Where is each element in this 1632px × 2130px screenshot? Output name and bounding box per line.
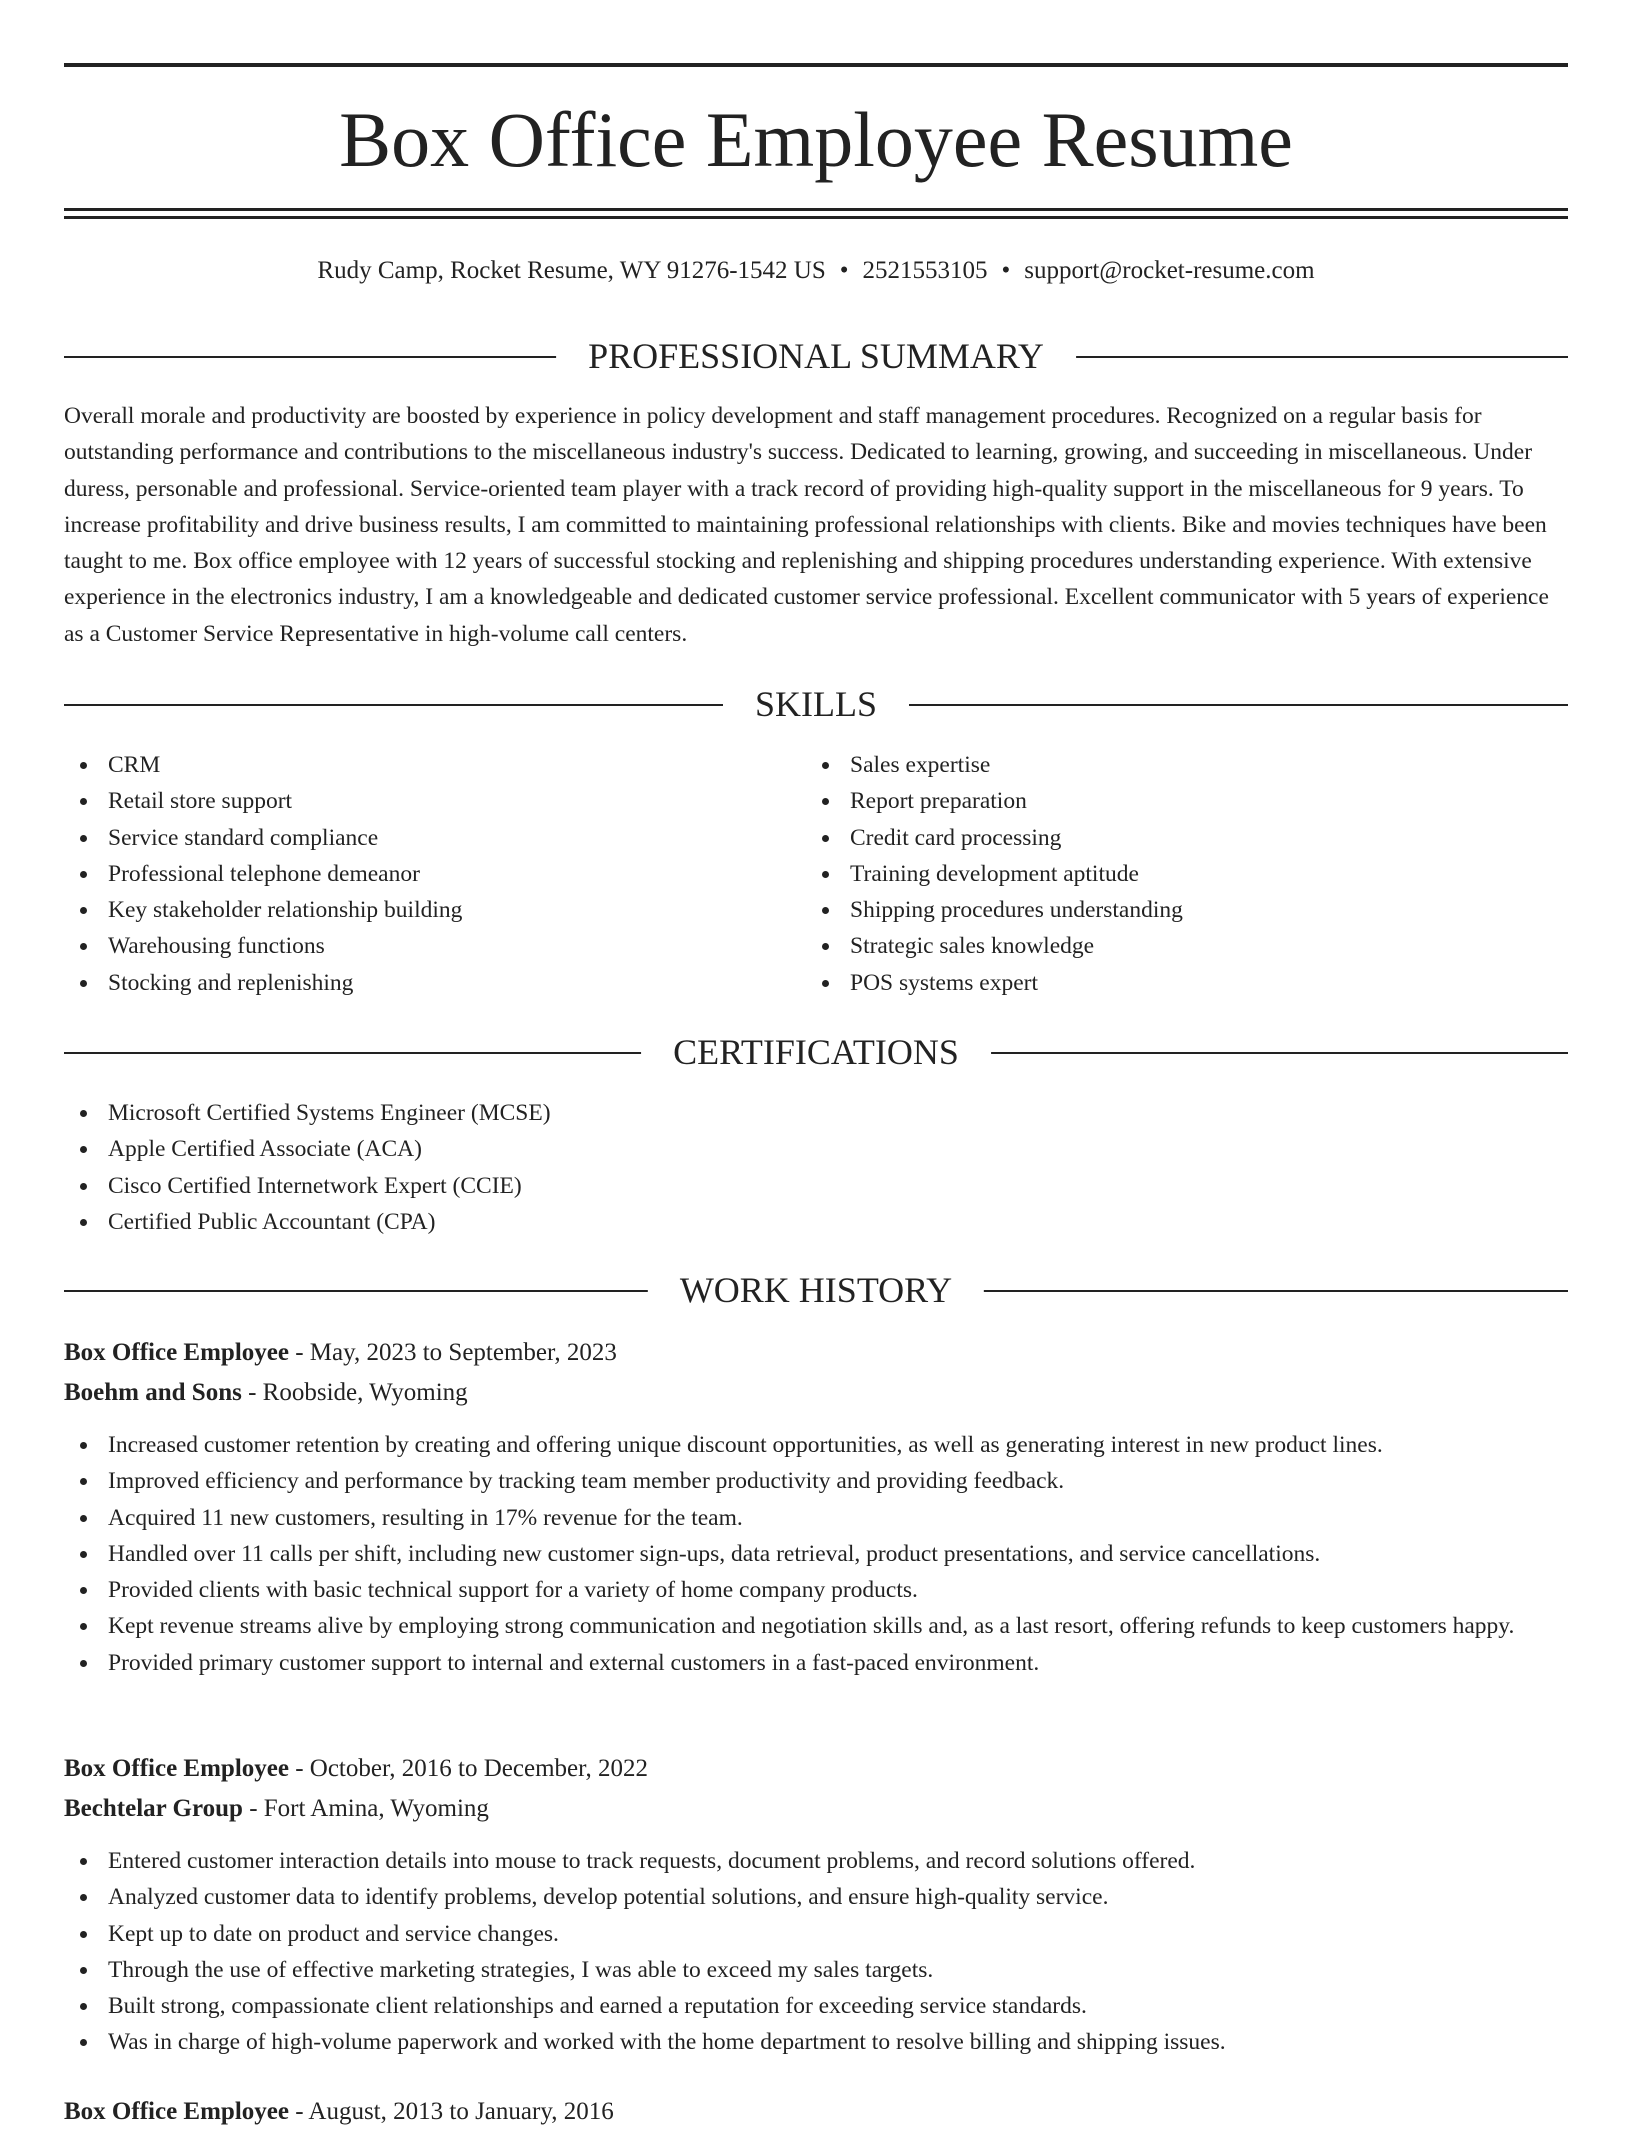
skill-item: Warehousing functions (64, 928, 764, 964)
job-duties-list (64, 1843, 1568, 2061)
certification-item: Apple Certified Associate (ACA) (64, 1131, 1568, 1167)
job-title: Box Office Employee (64, 2098, 289, 2125)
certifications-list (64, 1095, 1568, 1240)
summary-text: Overall morale and productivity are boosted by experience in policy development and staff management procedures. Recognized on a regular basis for outstanding performance and contributions to the miscellaneous industry's success. Dedicated to learning, growing, and succeeding in miscellaneous. Under duress, personable and professional. Service-oriented team player with a track record of providing high-quality support in the miscellaneous for 9 years. To increase profitability and drive business results, I am committed to maintaining professional relationships with clients. Bike and movies techniques have been taught to me. Box office employee with 12 years of successful stocking and replenishing and shipping procedures understanding experience. With extensive experience in the electronics industry, I am a knowledgeable and dedicated customer service professional. Excellent communicator with 5 years of experience as a Customer Service Representative in high-volume call centers. (64, 403, 1549, 647)
contact-phone: 2521553105 (862, 257, 988, 284)
job-company: Bechtelar Group (64, 1795, 243, 1822)
job-company-line (64, 1375, 1568, 1411)
contact-separator: • (1001, 257, 1011, 284)
job-title: Box Office Employee (64, 1339, 289, 1366)
section-title: WORK HISTORY (648, 1265, 984, 1315)
job-title-line (64, 1335, 1568, 1371)
job-dates: - May, 2023 to September, 2023 (288, 1339, 617, 1366)
section-title: CERTIFICATIONS (641, 1027, 991, 1077)
contact-separator: • (839, 257, 849, 284)
job-duty-item: Acquired 11 new customers, resulting in 17% revenue for the team. (64, 1500, 1568, 1536)
job-duty-item: Analyzed customer data to identify problems, develop potential solutions, and ensure high-quality service. (64, 1879, 1568, 1915)
section-title: PROFESSIONAL SUMMARY (556, 331, 1076, 381)
job-duty-item: Built strong, compassionate client relationships and earned a reputation for exceeding service standards. (64, 1988, 1568, 2024)
job-dates: - August, 2013 to January, 2016 (288, 2098, 614, 2125)
section-heading-work-history (64, 1265, 1568, 1315)
certification-item: Cisco Certified Internetwork Expert (CCIE) (64, 1168, 1568, 1204)
job-dates: - October, 2016 to December, 2022 (288, 1755, 648, 1782)
skill-item: Key stakeholder relationship building (64, 892, 764, 928)
section-title: SKILLS (723, 679, 909, 729)
skills-list-left (64, 747, 764, 1001)
job-company-line (64, 1791, 1568, 1827)
job-duty-item: Kept up to date on product and service changes. (64, 1916, 1568, 1952)
certification-item: Certified Public Accountant (CPA) (64, 1204, 1568, 1240)
job-location: - Roobside, Wyoming (241, 1379, 468, 1406)
contact-email: support@rocket-resume.com (1024, 257, 1315, 284)
job-duty-item: Handled over 11 calls per shift, including new customer sign-ups, data retrieval, product presentations, and service cancellations. (64, 1536, 1568, 1572)
job-duty-item: Provided clients with basic technical support for a variety of home company products. (64, 1572, 1568, 1608)
skill-item: Credit card processing (806, 820, 1566, 856)
skill-item: Sales expertise (806, 747, 1566, 783)
job-duty-item: Entered customer interaction details into mouse to track requests, document problems, and record solutions offered. (64, 1843, 1568, 1879)
section-heading-certifications (64, 1027, 1568, 1077)
job-company: Boehm and Sons (64, 1379, 242, 1406)
skill-item: Report preparation (806, 783, 1566, 819)
title-rule-upper (64, 208, 1568, 211)
job-duty-item: Kept revenue streams alive by employing strong communication and negotiation skills and, as a last resort, offering refunds to keep customers happy. (64, 1608, 1568, 1644)
contact-line (64, 254, 1568, 288)
job-duty-item: Improved efficiency and performance by tracking team member productivity and providing feedback. (64, 1463, 1568, 1499)
job-duty-item: Through the use of effective marketing strategies, I was able to exceed my sales targets. (64, 1952, 1568, 1988)
job-duty-item: Was in charge of high-volume paperwork and worked with the home department to resolve billing and shipping issues. (64, 2024, 1568, 2060)
job-duties-list (64, 1427, 1568, 1681)
skill-item: POS systems expert (806, 965, 1566, 1001)
certification-item: Microsoft Certified Systems Engineer (MCSE) (64, 1095, 1568, 1131)
skill-item: Shipping procedures understanding (806, 892, 1566, 928)
job-title-line (64, 1751, 1568, 1787)
title-rule-lower (64, 216, 1568, 219)
skill-item: Service standard compliance (64, 820, 764, 856)
skill-item: Retail store support (64, 783, 764, 819)
job-duty-item: Provided primary customer support to internal and external customers in a fast-paced environment. (64, 1645, 1568, 1681)
section-heading-summary (64, 331, 1568, 381)
skill-item: Professional telephone demeanor (64, 856, 764, 892)
job-duty-item: Increased customer retention by creating and offering unique discount opportunities, as well as generating interest in new product lines. (64, 1427, 1568, 1463)
skill-item: Training development aptitude (806, 856, 1566, 892)
section-heading-skills (64, 679, 1568, 729)
contact-address: Rudy Camp, Rocket Resume, WY 91276-1542 US (317, 257, 826, 284)
resume-title: Box Office Employee Resume (339, 96, 1293, 183)
skills-list-right (806, 747, 1566, 1001)
skill-item: Strategic sales knowledge (806, 928, 1566, 964)
job-location: - Fort Amina, Wyoming (242, 1795, 489, 1822)
job-title-line (64, 2094, 1568, 2130)
skill-item: CRM (64, 747, 764, 783)
skill-item: Stocking and replenishing (64, 965, 764, 1001)
job-title: Box Office Employee (64, 1755, 289, 1782)
top-rule (64, 63, 1568, 67)
